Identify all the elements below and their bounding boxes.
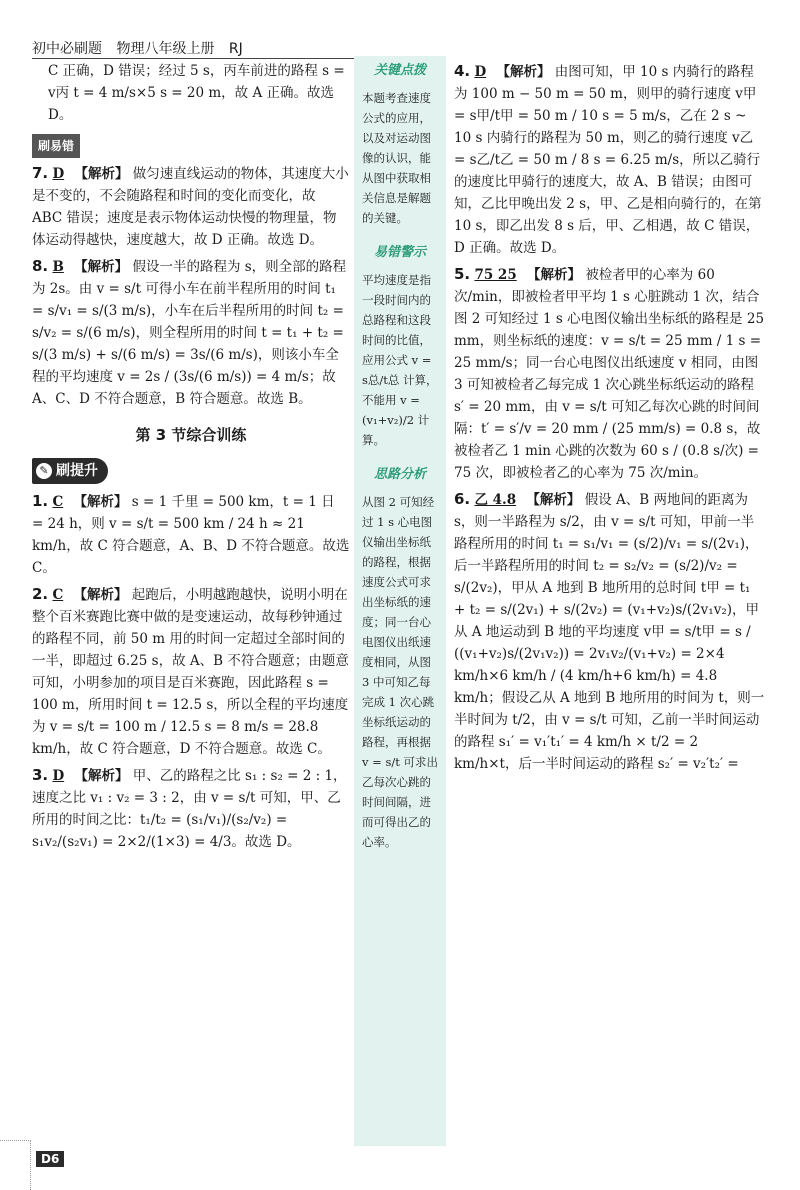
item-number: 4. <box>454 62 471 80</box>
page-header <box>32 38 253 58</box>
item-4 <box>454 60 766 259</box>
item-answer: D <box>474 64 487 80</box>
analysis-tag: 【解析】 <box>74 166 129 182</box>
item-number: 6. <box>454 490 471 508</box>
item-answer: B <box>52 259 64 275</box>
analysis-tag: 【解析】 <box>74 259 129 275</box>
item-5 <box>454 263 766 484</box>
item-number: 2. <box>32 585 49 603</box>
analysis-tag: 【解析】 <box>527 267 582 283</box>
tip-heading: 关键点拨 <box>373 63 426 78</box>
item-answer: C <box>52 494 64 510</box>
item-number: 3. <box>32 766 49 784</box>
left-column <box>32 60 350 857</box>
pencil-icon: ✎ <box>36 463 52 479</box>
item-text: s = 1 千里 = 500 km，t = 1 日 = 24 h，则 v = s/t = 500 km / 24 h ≈ 21 km/h，故 C 符合题意，A、B、D 不符合题意。故选 C。 <box>32 494 350 576</box>
item-number: 1. <box>32 492 49 510</box>
corner-decoration <box>0 1140 31 1190</box>
item-text: 假设一半的路程为 s，则全部的路程为 2s。由 v = s/t 可得小车在前半程所用的时间 t₁ = s/v₁ = s/(3 m/s)，小车在后半程所用的时间 t₂ = s/v₂ = s/(6 m/s)，则全程所用的时间 t = t₁ + t₂ = s/(3 m/s) + s/(6 m/s) = 3s/(6 m/s)，则该小车全程的平均速度 v = 2s / (3s/(6 m/s)) = 4 m/s；故 A、C、D 不符合题意，B 符合题意。故选 B。 <box>32 259 347 407</box>
item-text: 做匀速直线运动的物体，其速度大小是不变的，不会随路程和时间的变化而变化，故 ABC 错误；速度是表示物体运动快慢的物理量，物体运动得越快，速度越大，故 D 正确。故选 D。 <box>32 166 349 248</box>
tip-key-points <box>354 60 446 228</box>
analysis-tag: 【解析】 <box>496 64 551 80</box>
analysis-tag: 【解析】 <box>73 494 128 510</box>
item-answer: C <box>52 587 64 603</box>
item-7 <box>32 162 350 251</box>
right-column <box>454 60 766 779</box>
tip-heading: 易错警示 <box>373 245 426 260</box>
item-2 <box>32 583 350 760</box>
item-answer: D <box>52 166 65 182</box>
improve-badge <box>32 458 108 484</box>
tip-text: 本题考查速度公式的应用，以及对运动图像的认识，能从图中获取相关信息是解题的关键。 <box>362 91 431 225</box>
tip-text: 从图 2 可知经过 1 s 心电图仪输出坐标纸的路程，根据速度公式可求出坐标纸的速度；同一台心电图仪出纸速度相同，从图 3 中可知乙每完成 1 次心跳坐标纸运动的路程，再根据 v = s/t 可求出乙每次心跳的时间间隔，进而可得出乙的心率。 <box>362 495 438 849</box>
continued-text: C 正确，D 错误；经过 5 s，丙车前进的路程 s = v丙 t = 4 m/s×5 s = 20 m，故 A 正确。故选 D。 <box>48 63 345 123</box>
page-number: D6 <box>36 1151 64 1167</box>
section-title: 第 3 节综合训练 <box>135 426 247 444</box>
tip-text: 平均速度是指一段时间内的总路程和这段时间的比值，应用公式 v = s总/t总 计算，不能用 v = (v₁+v₂)/2 计算。 <box>362 273 438 447</box>
item-number: 8. <box>32 257 49 275</box>
item-text: 起跑后，小明越跑越快，说明小明在整个百米赛跑比赛中做的是变速运动，故每秒钟通过的路程不同，前 50 m 用的时间一定超过全部时间的一半，即超过 6.25 s，故 A、B 不符合题意；由题意可知，小明参加的项目是百米赛跑，因此路程 s = 100 m，所用时间 t = 12.5 s，所以全程的平均速度为 v = s/t = 100 m / 12.5 s = 8 m/s = 28.8 km/h，故 C 符合题意，D 不符合题意。故选 C。 <box>32 587 349 757</box>
tips-sidebar <box>354 56 446 1146</box>
edition-label: RJ <box>228 41 243 57</box>
item-text: 被检者甲的心率为 60 次/min，即被检者甲平均 1 s 心脏跳动 1 次，结合图 2 可知经过 1 s 心电图仪输出坐标纸的路程是 25 mm，则坐标纸的速度：v = s/t = 25 mm / 1 s = 25 mm/s；同一台心电图仪出纸速度 v 相同，由图 3 可知被检者乙每完成 1 次心跳坐标纸运动的路程 s′ = 20 mm，由 v = s/t 可知乙每次心跳的时间间隔：t′ = s′/v = 20 mm / (25 mm/s) = 0.8 s，故被检者乙 1 min 心跳的次数为 60 s / (0.8 s/次) = 75 次，即被检者乙的心率为 75 次/min。 <box>454 267 765 481</box>
item-answer: D <box>52 768 65 784</box>
item-answer: 75 25 <box>474 267 517 283</box>
item-answer: 乙 4.8 <box>474 492 517 508</box>
item-text: 甲、乙的路程之比 s₁ : s₂ = 2 : 1，速度之比 v₁ : v₂ = 3 : 2，由 v = s/t 可知，甲、乙所用的时间之比：t₁/t₂ = (s₁/v₁)/(s₂/v₂) = s₁v₂/(s₂v₁) = 2×2/(1×3) = 4/3。故选 D。 <box>32 768 347 850</box>
item-number: 7. <box>32 164 49 182</box>
tip-heading: 思路分析 <box>373 467 426 482</box>
item-1 <box>32 490 350 579</box>
item-text: 假设 A、B 两地间的距离为 s，则一半路程为 s/2，由 v = s/t 可知，甲前一半路程所用的时间 t₁ = s₁/v₁ = (s/2)/v₁ = s/(2v₁)，后一半路程所用的时间 t₂ = s₂/v₂ = (s/2)/v₂ = s/(2v₂)，甲从 A 地到 B 地所用的总时间 t甲 = t₁ + t₂ = s/(2v₁) + s/(2v₂) = (v₁+v₂)s/(2v₁v₂)，甲从 A 地运动到 B 地的平均速度 v甲 = s/t甲 = s / ((v₁+v₂)s/(2v₁v₂)) = 2v₁v₂/(v₁+v₂) = 2×4 km/h×6 km/h / (4 km/h+6 km/h) = 4.8 km/h；假设乙从 A 地到 B 地所用的时间为 t，则一半时间为 t/2，由 v = s/t 可知，乙前一半时间运动的路程 s₁′ = v₁′t₁′ = 4 km/h × t/2 = 2 km/h×t，后一半时间运动的路程 s₂′ = v₂′t₂′ = <box>454 492 765 772</box>
book-title: 初中必刷题 <box>32 41 102 57</box>
item-3 <box>32 764 350 853</box>
analysis-tag: 【解析】 <box>526 492 581 508</box>
item-number: 5. <box>454 265 471 283</box>
subject-title: 物理八年级上册 <box>116 41 215 57</box>
tip-error-warning <box>354 242 446 450</box>
item-8 <box>32 255 350 410</box>
item-text: 由图可知，甲 10 s 内骑行的路程为 100 m − 50 m = 50 m，则甲的骑行速度 v甲 = s甲/t甲 = 50 m / 10 s = 5 m/s，乙在 2 s ~ 10 s 内骑行的路程为 50 m，则乙的骑行速度 v乙 = s乙/t乙 = 50 m / 8 s = 6.25 m/s，所以乙骑行的速度比甲骑行的速度大，故 A、B 错误；由图可知，乙比甲晚出发 2 s，甲、乙是相向骑行的，在第 10 s，即乙出发 8 s 后，甲、乙相遇，故 C 错误，D 正确。故选 D。 <box>454 64 762 256</box>
section-tab-errors: 刷易错 <box>32 134 80 158</box>
item-6 <box>454 488 766 775</box>
analysis-tag: 【解析】 <box>73 587 128 603</box>
analysis-tag: 【解析】 <box>74 768 129 784</box>
tip-thinking <box>354 464 446 852</box>
badge-label: 刷提升 <box>56 463 98 479</box>
